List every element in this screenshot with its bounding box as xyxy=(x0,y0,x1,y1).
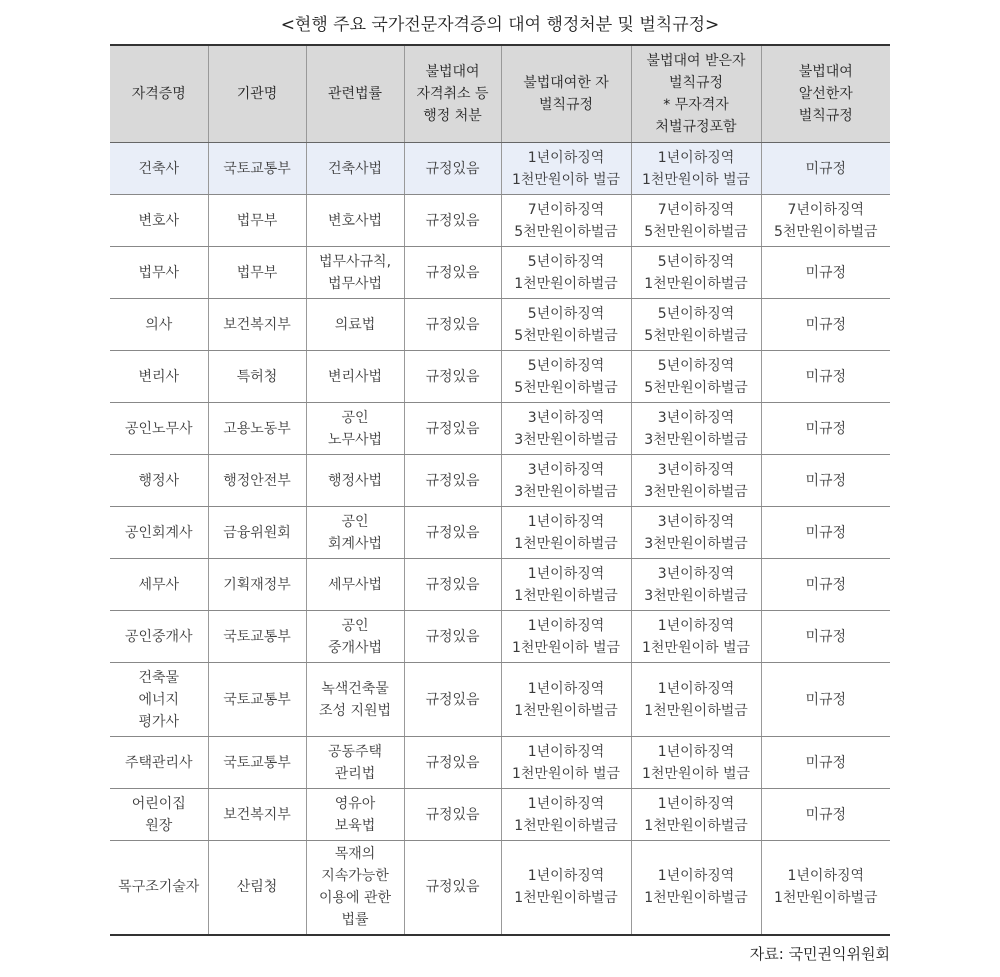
cell-law: 변리사법 xyxy=(306,351,404,403)
cell-lender-penalty: 1년이하징역 1천만원이하벌금 xyxy=(501,789,631,841)
cell-law: 녹색건축물 조성 지원법 xyxy=(306,663,404,737)
cell-borrower-penalty: 3년이하징역 3천만원이하벌금 xyxy=(631,507,761,559)
cell-borrower-penalty: 1년이하징역 1천만원이하벌금 xyxy=(631,663,761,737)
cell-lender-penalty: 1년이하징역 1천만원이하벌금 xyxy=(501,559,631,611)
cell-broker-penalty: 미규정 xyxy=(761,663,890,737)
cell-broker-penalty: 미규정 xyxy=(761,559,890,611)
table-title: <현행 주요 국가전문자격증의 대여 행정처분 및 벌칙규정> xyxy=(280,15,720,35)
cell-lender-penalty: 3년이하징역 3천만원이하벌금 xyxy=(501,455,631,507)
cell-law: 변호사법 xyxy=(306,195,404,247)
cell-lender-penalty: 5년이하징역 5천만원이하벌금 xyxy=(501,299,631,351)
cell-law: 건축사법 xyxy=(306,143,404,195)
cell-broker-penalty: 미규정 xyxy=(761,789,890,841)
cell-qualification: 행정사 xyxy=(110,455,208,507)
header-admin-action: 불법대여 자격취소 등 행정 처분 xyxy=(404,45,501,143)
cell-agency: 기획재정부 xyxy=(208,559,306,611)
cell-agency: 국토교통부 xyxy=(208,737,306,789)
cell-broker-penalty: 미규정 xyxy=(761,455,890,507)
cell-qualification: 어린이집 원장 xyxy=(110,789,208,841)
cell-admin-action: 규정있음 xyxy=(404,351,501,403)
cell-admin-action: 규정있음 xyxy=(404,455,501,507)
cell-admin-action: 규정있음 xyxy=(404,789,501,841)
cell-qualification: 목구조기술자 xyxy=(110,841,208,935)
header-law: 관련법률 xyxy=(306,45,404,143)
cell-admin-action: 규정있음 xyxy=(404,247,501,299)
cell-broker-penalty: 미규정 xyxy=(761,143,890,195)
table-row xyxy=(110,841,890,935)
cell-admin-action: 규정있음 xyxy=(404,663,501,737)
cell-borrower-penalty: 5년이하징역 1천만원이하벌금 xyxy=(631,247,761,299)
table-row xyxy=(110,195,890,247)
cell-qualification: 건축물 에너지 평가사 xyxy=(110,663,208,737)
table-row xyxy=(110,663,890,737)
cell-lender-penalty: 5년이하징역 1천만원이하벌금 xyxy=(501,247,631,299)
cell-broker-penalty: 1년이하징역 1천만원이하벌금 xyxy=(761,841,890,935)
source-note: 자료: 국민권익위원회 xyxy=(749,945,890,963)
table-row xyxy=(110,455,890,507)
cell-lender-penalty: 1년이하징역 1천만원이하벌금 xyxy=(501,507,631,559)
cell-borrower-penalty: 1년이하징역 1천만원이하 벌금 xyxy=(631,737,761,789)
table-row xyxy=(110,559,890,611)
cell-qualification: 변리사 xyxy=(110,351,208,403)
qualification-table xyxy=(110,44,890,936)
cell-qualification: 의사 xyxy=(110,299,208,351)
cell-agency: 법무부 xyxy=(208,247,306,299)
cell-admin-action: 규정있음 xyxy=(404,507,501,559)
cell-borrower-penalty: 3년이하징역 3천만원이하벌금 xyxy=(631,559,761,611)
header-row xyxy=(110,45,890,143)
table-row xyxy=(110,299,890,351)
cell-qualification: 공인회계사 xyxy=(110,507,208,559)
cell-lender-penalty: 1년이하징역 1천만원이하벌금 xyxy=(501,841,631,935)
cell-borrower-penalty: 1년이하징역 1천만원이하 벌금 xyxy=(631,143,761,195)
cell-agency: 법무부 xyxy=(208,195,306,247)
cell-lender-penalty: 3년이하징역 3천만원이하벌금 xyxy=(501,403,631,455)
cell-admin-action: 규정있음 xyxy=(404,559,501,611)
cell-law: 의료법 xyxy=(306,299,404,351)
header-borrower-penalty: 불법대여 받은자 벌칙규정 * 무자격자 처벌규정포함 xyxy=(631,45,761,143)
cell-law: 법무사규칙, 법무사법 xyxy=(306,247,404,299)
cell-borrower-penalty: 3년이하징역 3천만원이하벌금 xyxy=(631,455,761,507)
cell-law: 행정사법 xyxy=(306,455,404,507)
cell-law: 목재의 지속가능한 이용에 관한 법률 xyxy=(306,841,404,935)
table-row xyxy=(110,247,890,299)
cell-qualification: 건축사 xyxy=(110,143,208,195)
cell-admin-action: 규정있음 xyxy=(404,143,501,195)
cell-borrower-penalty: 1년이하징역 1천만원이하벌금 xyxy=(631,841,761,935)
table-row xyxy=(110,789,890,841)
cell-agency: 산림청 xyxy=(208,841,306,935)
cell-admin-action: 규정있음 xyxy=(404,403,501,455)
header-broker-penalty: 불법대여 알선한자 벌칙규정 xyxy=(761,45,890,143)
cell-lender-penalty: 1년이하징역 1천만원이하 벌금 xyxy=(501,611,631,663)
cell-agency: 국토교통부 xyxy=(208,611,306,663)
cell-qualification: 주택관리사 xyxy=(110,737,208,789)
cell-qualification: 법무사 xyxy=(110,247,208,299)
table-row xyxy=(110,143,890,195)
header-agency: 기관명 xyxy=(208,45,306,143)
cell-lender-penalty: 1년이하징역 1천만원이하 벌금 xyxy=(501,737,631,789)
cell-admin-action: 규정있음 xyxy=(404,195,501,247)
header-lender-penalty: 불법대여한 자 벌칙규정 xyxy=(501,45,631,143)
cell-admin-action: 규정있음 xyxy=(404,611,501,663)
cell-agency: 행정안전부 xyxy=(208,455,306,507)
cell-agency: 특허청 xyxy=(208,351,306,403)
cell-borrower-penalty: 5년이하징역 5천만원이하벌금 xyxy=(631,351,761,403)
cell-law: 세무사법 xyxy=(306,559,404,611)
cell-broker-penalty: 미규정 xyxy=(761,611,890,663)
cell-agency: 보건복지부 xyxy=(208,789,306,841)
cell-law: 공인 중개사법 xyxy=(306,611,404,663)
cell-law: 공동주택 관리법 xyxy=(306,737,404,789)
cell-borrower-penalty: 1년이하징역 1천만원이하벌금 xyxy=(631,789,761,841)
cell-lender-penalty: 7년이하징역 5천만원이하벌금 xyxy=(501,195,631,247)
cell-agency: 국토교통부 xyxy=(208,143,306,195)
cell-agency: 국토교통부 xyxy=(208,663,306,737)
cell-broker-penalty: 미규정 xyxy=(761,737,890,789)
table-row xyxy=(110,737,890,789)
cell-law: 영유아 보육법 xyxy=(306,789,404,841)
table-row xyxy=(110,507,890,559)
cell-broker-penalty: 미규정 xyxy=(761,247,890,299)
cell-broker-penalty: 7년이하징역 5천만원이하벌금 xyxy=(761,195,890,247)
cell-qualification: 변호사 xyxy=(110,195,208,247)
cell-borrower-penalty: 7년이하징역 5천만원이하벌금 xyxy=(631,195,761,247)
header-qualification: 자격증명 xyxy=(110,45,208,143)
cell-borrower-penalty: 1년이하징역 1천만원이하 벌금 xyxy=(631,611,761,663)
cell-lender-penalty: 5년이하징역 5천만원이하벌금 xyxy=(501,351,631,403)
cell-broker-penalty: 미규정 xyxy=(761,507,890,559)
cell-borrower-penalty: 5년이하징역 5천만원이하벌금 xyxy=(631,299,761,351)
table-row xyxy=(110,611,890,663)
table-row xyxy=(110,403,890,455)
cell-qualification: 공인노무사 xyxy=(110,403,208,455)
cell-lender-penalty: 1년이하징역 1천만원이하 벌금 xyxy=(501,143,631,195)
cell-broker-penalty: 미규정 xyxy=(761,403,890,455)
cell-qualification: 공인중개사 xyxy=(110,611,208,663)
table-row xyxy=(110,351,890,403)
cell-admin-action: 규정있음 xyxy=(404,737,501,789)
cell-law: 공인 노무사법 xyxy=(306,403,404,455)
cell-broker-penalty: 미규정 xyxy=(761,299,890,351)
cell-agency: 보건복지부 xyxy=(208,299,306,351)
cell-admin-action: 규정있음 xyxy=(404,841,501,935)
cell-admin-action: 규정있음 xyxy=(404,299,501,351)
cell-qualification: 세무사 xyxy=(110,559,208,611)
cell-lender-penalty: 1년이하징역 1천만원이하벌금 xyxy=(501,663,631,737)
cell-borrower-penalty: 3년이하징역 3천만원이하벌금 xyxy=(631,403,761,455)
cell-agency: 고용노동부 xyxy=(208,403,306,455)
cell-law: 공인 회계사법 xyxy=(306,507,404,559)
cell-broker-penalty: 미규정 xyxy=(761,351,890,403)
cell-agency: 금융위원회 xyxy=(208,507,306,559)
